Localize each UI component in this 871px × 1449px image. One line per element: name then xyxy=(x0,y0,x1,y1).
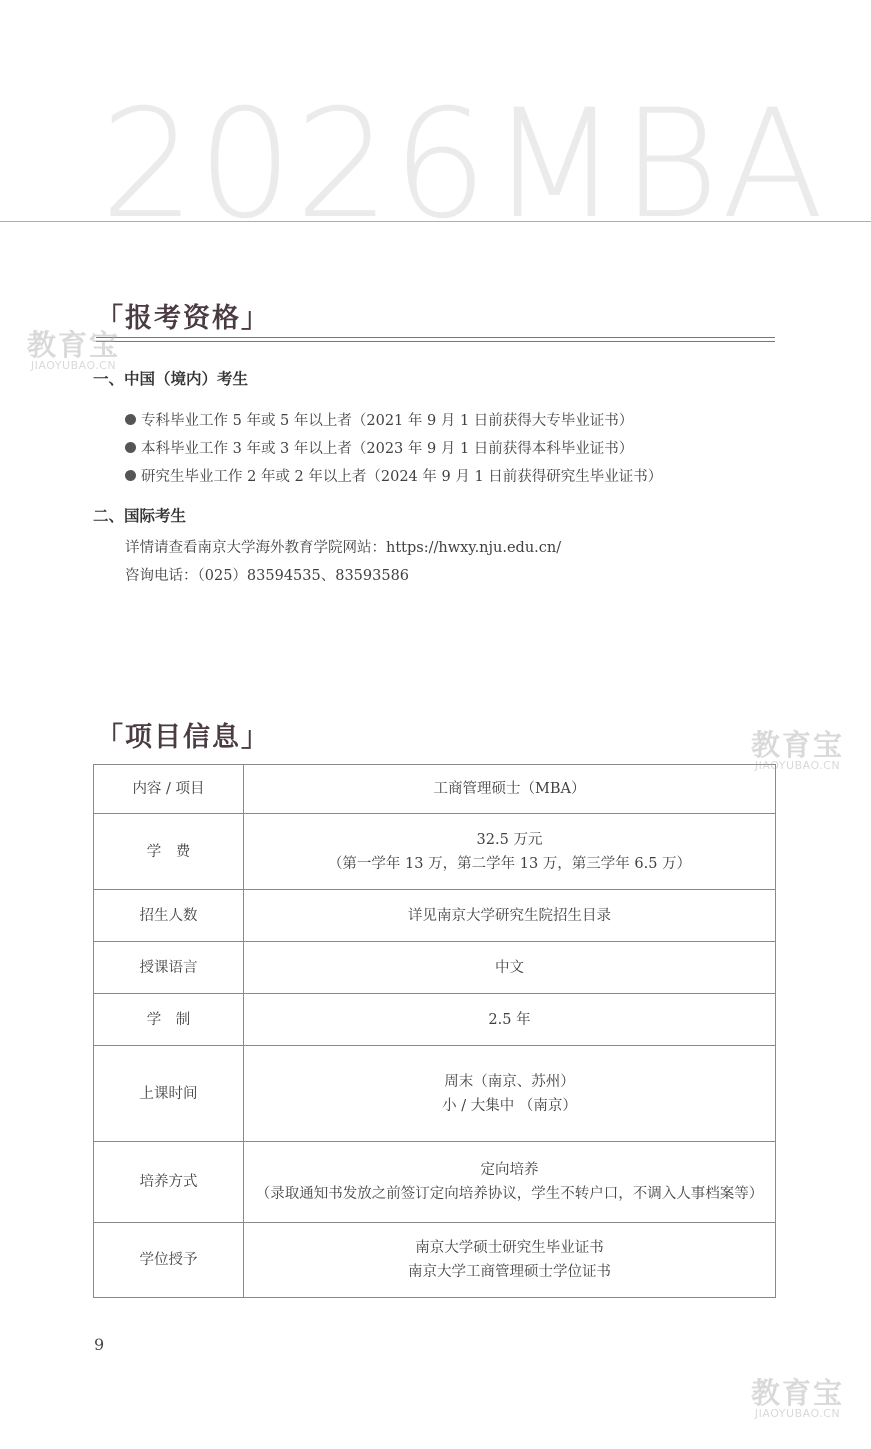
row-value: 中文 xyxy=(244,942,776,994)
row-value: 详见南京大学研究生院招生目录 xyxy=(244,890,776,942)
row-value: 32.5 万元 （第一学年 13 万，第二学年 13 万，第三学年 6.5 万） xyxy=(244,814,776,890)
list-item: 研究生毕业工作 2 年或 2 年以上者（2024 年 9 月 1 日前获得研究生毕业证书） xyxy=(125,465,662,486)
row-label: 培养方式 xyxy=(94,1142,244,1223)
phone-line: 咨询电话：（025）83594535、83593586 xyxy=(125,568,410,584)
table-row xyxy=(94,890,776,942)
watermark-logo: 教育宝 JIAOYUBAO.CN xyxy=(750,1376,844,1420)
row-value: 2.5 年 xyxy=(244,994,776,1046)
list-item: 专科毕业工作 5 年或 5 年以上者（2021 年 9 月 1 日前获得大专毕业证书） xyxy=(125,409,633,430)
watermark-logo: 教育宝 JIAOYUBAO.CN xyxy=(750,728,844,772)
row-label: 授课语言 xyxy=(94,942,244,994)
row-value: 南京大学硕士研究生毕业证书 南京大学工商管理硕士学位证书 xyxy=(244,1223,776,1298)
row-value: 周末（南京、苏州） 小 / 大集中 （南京） xyxy=(244,1046,776,1142)
watermark-logo: 教育宝 JIAOYUBAO.CN xyxy=(26,328,120,372)
international-heading: 二、国际考生 xyxy=(93,506,187,525)
row-label: 学位授予 xyxy=(94,1223,244,1298)
row-label: 招生人数 xyxy=(94,890,244,942)
row-label: 学 制 xyxy=(94,994,244,1046)
bullet-icon xyxy=(125,470,136,481)
row-label: 上课时间 xyxy=(94,1046,244,1142)
website-line: 详情请查看南京大学海外教育学院网站：https://hwxy.nju.edu.cn/ xyxy=(125,540,562,556)
table-row xyxy=(94,1142,776,1223)
section-title-program-info: 「项目信息」 xyxy=(96,722,270,753)
table-header-row xyxy=(94,765,776,814)
row-value: 定向培养 （录取通知书发放之前签订定向培养协议，学生不转户口，不调入人事档案等） xyxy=(244,1142,776,1223)
row-label: 学 费 xyxy=(94,814,244,890)
header-divider xyxy=(0,221,871,222)
table-row xyxy=(94,942,776,994)
domestic-heading: 一、中国（境内）考生 xyxy=(93,369,249,388)
header-value-cell: 工商管理硕士（MBA） xyxy=(244,765,776,814)
header-label-cell: 内容 / 项目 xyxy=(94,765,244,814)
table-row xyxy=(94,1223,776,1298)
bullet-icon xyxy=(125,442,136,453)
bullet-icon xyxy=(125,414,136,425)
table-row xyxy=(94,814,776,890)
table-row xyxy=(94,994,776,1046)
list-item: 本科毕业工作 3 年或 3 年以上者（2023 年 9 月 1 日前获得本科毕业证书） xyxy=(125,437,633,458)
section-rule-top xyxy=(96,337,775,338)
section-rule-bottom xyxy=(96,341,775,342)
page-number: 9 xyxy=(94,1335,105,1354)
table-row xyxy=(94,1046,776,1142)
program-info-table xyxy=(93,764,776,1298)
section-title-eligibility: 「报考资格」 xyxy=(96,303,270,334)
big-title-2026mba: 2026MBA xyxy=(100,90,826,221)
